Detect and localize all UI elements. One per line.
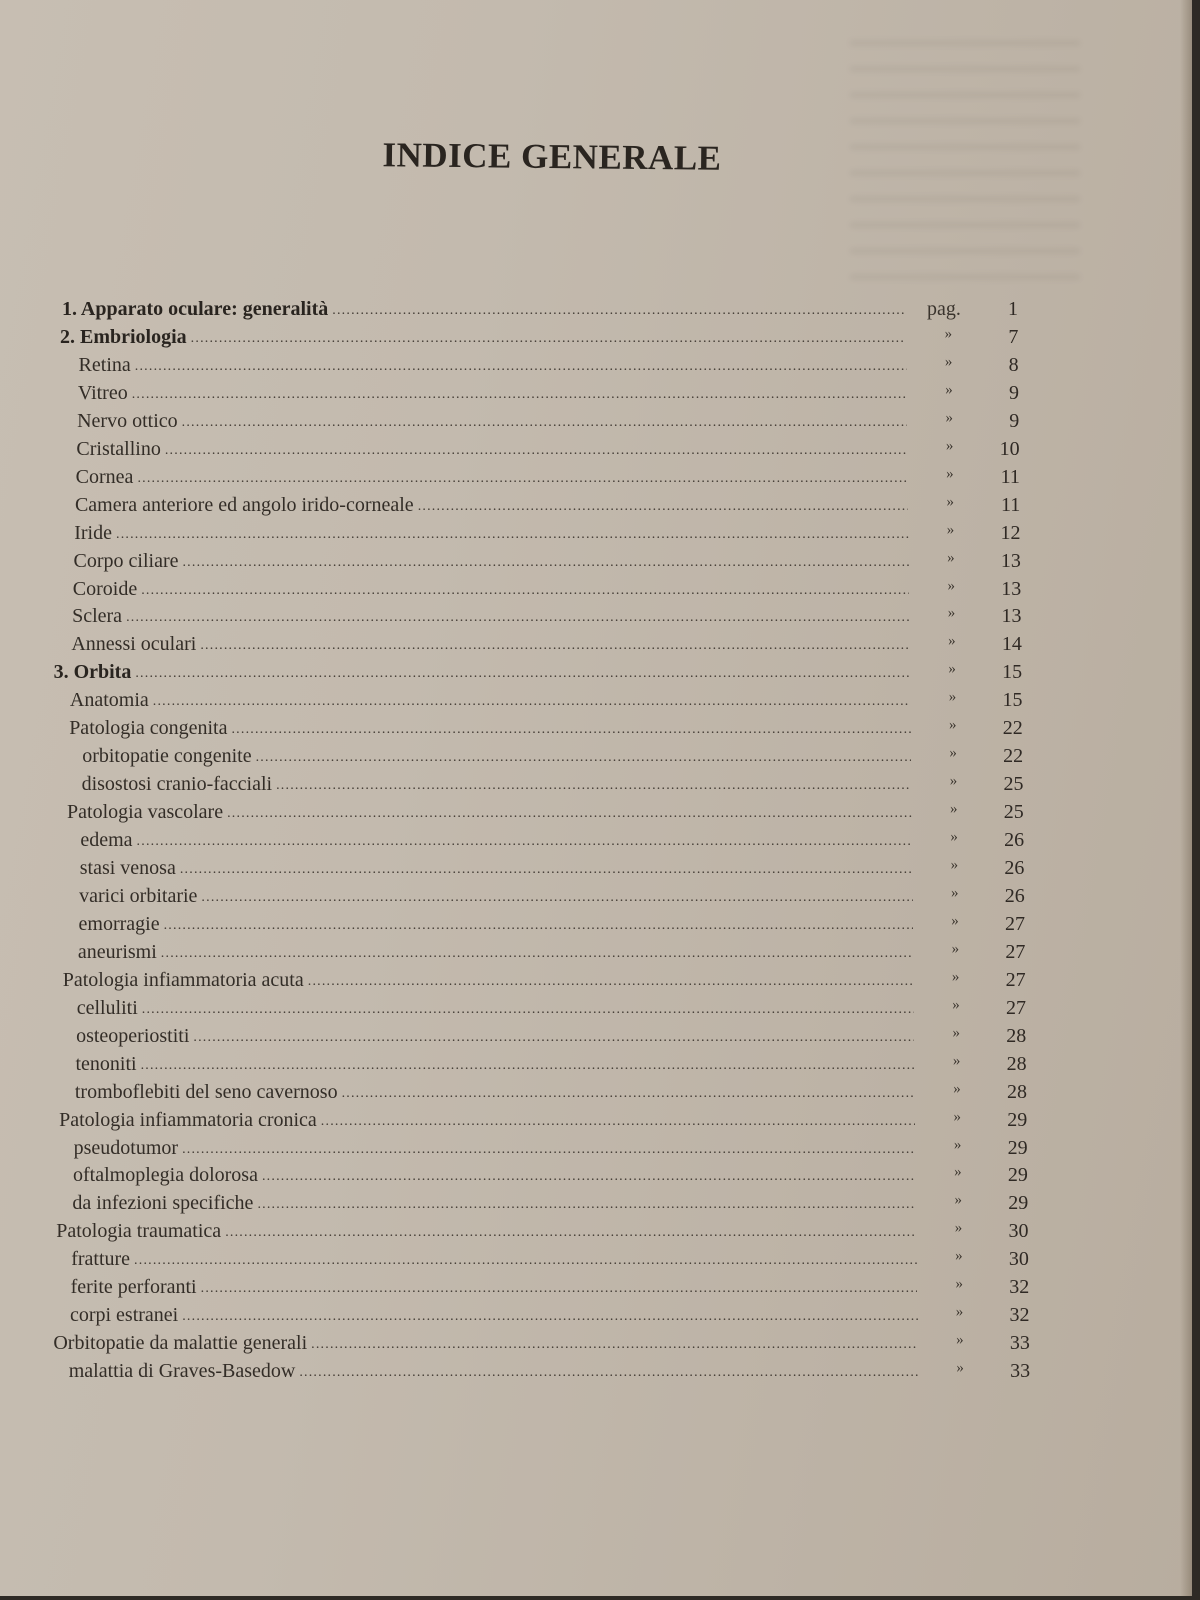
toc-entry [73, 1164, 1028, 1192]
toc-entry-label: Patologia vascolare [67, 801, 224, 824]
page-number: 29 [1007, 1164, 1028, 1187]
toc-entry-label: 1. Apparato oculare: generalità [62, 298, 329, 320]
toc-entry-label: osteoperiostiti [76, 1024, 190, 1047]
toc-entry [53, 1332, 1030, 1360]
toc-entry [78, 353, 1019, 382]
dot-leader [200, 638, 909, 654]
ditto-mark: » [952, 1052, 961, 1069]
toc-entry-label: Iride [74, 521, 112, 544]
page-number: 30 [1008, 1220, 1029, 1243]
page-number: 27 [1005, 968, 1026, 991]
ditto-mark: » [947, 549, 955, 566]
toc-entry [73, 1136, 1028, 1165]
page-number: 22 [1003, 745, 1024, 768]
toc-entry [79, 857, 1025, 885]
page-number: 13 [1000, 549, 1021, 572]
ditto-mark: » [948, 633, 956, 650]
dot-leader [191, 331, 907, 347]
page-number: 25 [1003, 801, 1024, 824]
ditto-mark: » [955, 1248, 963, 1265]
toc-entry [72, 577, 1022, 606]
dot-leader [164, 918, 913, 934]
toc-entry-label: celluliti [76, 996, 138, 1019]
ditto-mark: » [944, 353, 953, 370]
dot-leader [257, 1197, 916, 1213]
toc-entry [76, 437, 1020, 466]
page-number: 29 [1007, 1136, 1028, 1159]
page-number: 26 [1004, 829, 1025, 852]
dot-leader [134, 1253, 917, 1269]
ditto-mark: » [950, 829, 958, 846]
dot-leader [137, 834, 913, 850]
toc-entry [74, 493, 1021, 522]
dot-leader [201, 1281, 918, 1297]
toc-entry [78, 912, 1026, 941]
toc-entry-label: Sclera [72, 605, 123, 628]
page-number: 27 [1005, 912, 1026, 935]
ditto-mark: » [949, 773, 958, 790]
toc-entry [62, 298, 1018, 326]
toc-entry [70, 1276, 1030, 1304]
toc-entry [75, 465, 1020, 494]
dot-leader [321, 1114, 915, 1130]
dot-leader [227, 806, 912, 822]
toc-entry [72, 605, 1022, 633]
dot-leader [182, 555, 908, 571]
page-number: 7 [1008, 325, 1019, 348]
page-number: 26 [1004, 884, 1025, 907]
ditto-mark: » [947, 605, 956, 622]
page-number: 1 [1008, 298, 1018, 320]
toc-entry [53, 661, 1023, 689]
page-number: 15 [1002, 689, 1023, 712]
toc-entry [56, 1220, 1029, 1248]
toc-entry [71, 633, 1022, 661]
toc-entry-label: varici orbitarie [79, 884, 198, 907]
page-number: 26 [1004, 857, 1025, 879]
ditto-mark: » [955, 1304, 964, 1321]
page-number: 32 [1009, 1304, 1030, 1327]
toc-entry-label: da infezioni specifiche [72, 1192, 254, 1215]
toc-entry-label: 2. Embriologia [60, 325, 187, 348]
toc-entry [69, 689, 1023, 717]
page-number: 28 [1006, 1052, 1027, 1075]
page-number: 30 [1008, 1248, 1029, 1271]
toc-entry [67, 801, 1024, 829]
dot-leader [418, 499, 909, 515]
toc-entry [80, 829, 1025, 857]
toc-entry [59, 1108, 1028, 1137]
toc-entry [74, 521, 1021, 550]
page-label: pag. [927, 298, 961, 320]
toc-entry-label: corpi estranei [69, 1304, 179, 1327]
dot-leader [193, 1030, 914, 1046]
ditto-mark: » [950, 857, 959, 873]
ditto-mark: » [944, 325, 953, 342]
toc-entry [79, 884, 1025, 913]
toc-entry-label: Patologia infiammatoria acuta [62, 968, 304, 991]
ditto-mark: » [954, 1220, 963, 1237]
ditto-mark: » [953, 1108, 962, 1125]
ditto-mark: » [945, 381, 953, 398]
toc-entry-label: aneurismi [77, 940, 157, 963]
ditto-mark: » [946, 521, 955, 538]
toc-entry [76, 1024, 1027, 1053]
dot-leader [276, 778, 911, 794]
toc-entry [73, 549, 1021, 578]
toc-entry-label: edema [80, 829, 133, 852]
toc-entry-label: disostosi cranio-facciali [81, 773, 273, 796]
ditto-mark: » [953, 1080, 961, 1097]
dot-leader [332, 303, 906, 319]
toc-entry-label: pseudotumor [73, 1136, 179, 1159]
dot-leader [225, 1225, 916, 1241]
toc-entry [81, 773, 1024, 801]
toc-entry-label: Corpo ciliare [73, 549, 179, 572]
toc-entry-label: Anatomia [69, 689, 149, 712]
dot-leader [308, 974, 914, 990]
page-number: 27 [1005, 940, 1026, 963]
page-number: 29 [1007, 1108, 1028, 1131]
page-number: 28 [1006, 1080, 1027, 1103]
toc-entry [60, 325, 1019, 354]
page-number: 15 [1002, 661, 1023, 684]
dot-leader [231, 722, 910, 738]
page-number: 10 [999, 437, 1020, 460]
dot-leader [135, 666, 910, 682]
page-number: 33 [1010, 1360, 1031, 1383]
ditto-mark: » [955, 1276, 963, 1293]
page-number: 28 [1006, 1024, 1027, 1047]
toc-entry-label: Cristallino [76, 437, 161, 460]
toc-entry [72, 1192, 1029, 1220]
ditto-mark: » [949, 745, 957, 762]
page-number: 13 [1001, 605, 1022, 628]
toc-entry [74, 1080, 1027, 1109]
toc-entry [76, 996, 1026, 1025]
page-title: INDICE GENERALE [382, 135, 722, 179]
dot-leader [256, 750, 912, 766]
page-number: 9 [1009, 409, 1020, 432]
page-number: 12 [1000, 521, 1021, 544]
ditto-mark: » [948, 689, 957, 706]
page-number: 33 [1009, 1332, 1030, 1355]
dot-leader [126, 610, 909, 626]
dot-leader [161, 946, 914, 962]
page-number: 25 [1003, 773, 1024, 796]
ditto-mark: » [945, 409, 954, 426]
dot-leader [182, 1142, 916, 1158]
dot-leader [141, 1058, 915, 1074]
toc-entry [68, 1360, 1031, 1388]
ditto-mark: » [952, 996, 960, 1013]
toc-entry-label: oftalmoplegia dolorosa [73, 1164, 258, 1187]
dot-leader [153, 694, 911, 710]
page-number: 14 [1001, 633, 1022, 656]
page-number: 11 [1000, 465, 1020, 488]
ditto-mark: » [946, 465, 954, 482]
toc-entry-label: Orbitopatie da malattie generali [53, 1332, 308, 1355]
ditto-mark: » [951, 912, 959, 929]
toc-entry-label: Vitreo [77, 381, 128, 404]
toc-entry-label: emorragie [78, 912, 160, 935]
toc-entry-label: Patologia infiammatoria cronica [59, 1108, 317, 1131]
toc-entry [69, 1304, 1030, 1332]
toc-entry-label: Retina [78, 353, 131, 376]
dot-leader [262, 1169, 916, 1185]
dot-leader [142, 1002, 914, 1018]
toc-entry-label: Coroide [72, 577, 138, 600]
ditto-mark: » [948, 661, 956, 678]
page-number: 8 [1008, 353, 1019, 376]
ditto-mark: » [954, 1164, 962, 1181]
page-number: 13 [1001, 577, 1022, 600]
toc-entry [82, 745, 1024, 773]
ditto-mark: » [950, 884, 959, 901]
ditto-mark: » [947, 577, 955, 594]
dot-leader [137, 471, 907, 487]
ditto-mark: » [954, 1192, 962, 1209]
toc-entry-label: malattia di Graves-Basedow [68, 1360, 296, 1383]
ditto-mark: » [951, 940, 960, 957]
toc-entry-label: Camera anteriore ed angolo irido-corneale [74, 493, 414, 516]
page-number: 22 [1002, 717, 1023, 740]
page-number: 29 [1008, 1192, 1029, 1215]
dot-leader [342, 1086, 915, 1102]
page-number: 32 [1009, 1276, 1030, 1299]
dot-leader [165, 443, 908, 459]
ditto-mark: » [956, 1360, 964, 1377]
ditto-mark: » [953, 1136, 962, 1153]
toc-entry [71, 1248, 1029, 1276]
dot-leader [201, 890, 912, 906]
dot-leader [182, 415, 908, 431]
dot-leader [135, 359, 907, 375]
toc-entry [77, 381, 1019, 410]
toc-entry [77, 409, 1020, 438]
toc-entry-label: Patologia congenita [69, 717, 228, 740]
toc-entry-label: tenoniti [75, 1052, 137, 1075]
toc-entry-label: fratture [71, 1248, 131, 1271]
dot-leader [311, 1337, 918, 1353]
toc-entry-label: stasi venosa [79, 857, 176, 879]
toc-entry-label: Annessi oculari [71, 633, 197, 656]
dot-leader [299, 1365, 918, 1381]
toc-entry-label: Nervo ottico [77, 409, 178, 432]
page-number: 9 [1008, 381, 1019, 404]
toc-entry [69, 717, 1023, 745]
ditto-mark: » [945, 437, 954, 454]
ditto-mark: » [950, 801, 958, 818]
toc-entry-label: tromboflebiti del seno cavernoso [74, 1080, 338, 1103]
ditto-mark: » [952, 1024, 961, 1041]
dot-leader [182, 1309, 917, 1325]
toc-entry-label: orbitopatie congenite [82, 745, 252, 768]
toc-entry [75, 1052, 1027, 1081]
toc-entry-label: Cornea [75, 465, 134, 488]
toc-entry [62, 968, 1026, 997]
dot-leader [180, 862, 913, 878]
ditto-mark: » [956, 1332, 964, 1349]
dot-leader [116, 527, 909, 543]
ditto-mark: » [951, 968, 960, 985]
page-number: 11 [1000, 493, 1021, 516]
ditto-mark: » [949, 717, 957, 734]
ditto-mark: » [946, 493, 954, 510]
page-number: 27 [1005, 996, 1026, 1019]
toc-entry [77, 940, 1026, 969]
toc-entry-label: ferite perforanti [70, 1276, 197, 1299]
dot-leader [132, 387, 907, 403]
toc-entry-label: 3. Orbita [53, 661, 132, 684]
dot-leader [141, 583, 909, 599]
toc-entry-label: Patologia traumatica [56, 1220, 222, 1243]
